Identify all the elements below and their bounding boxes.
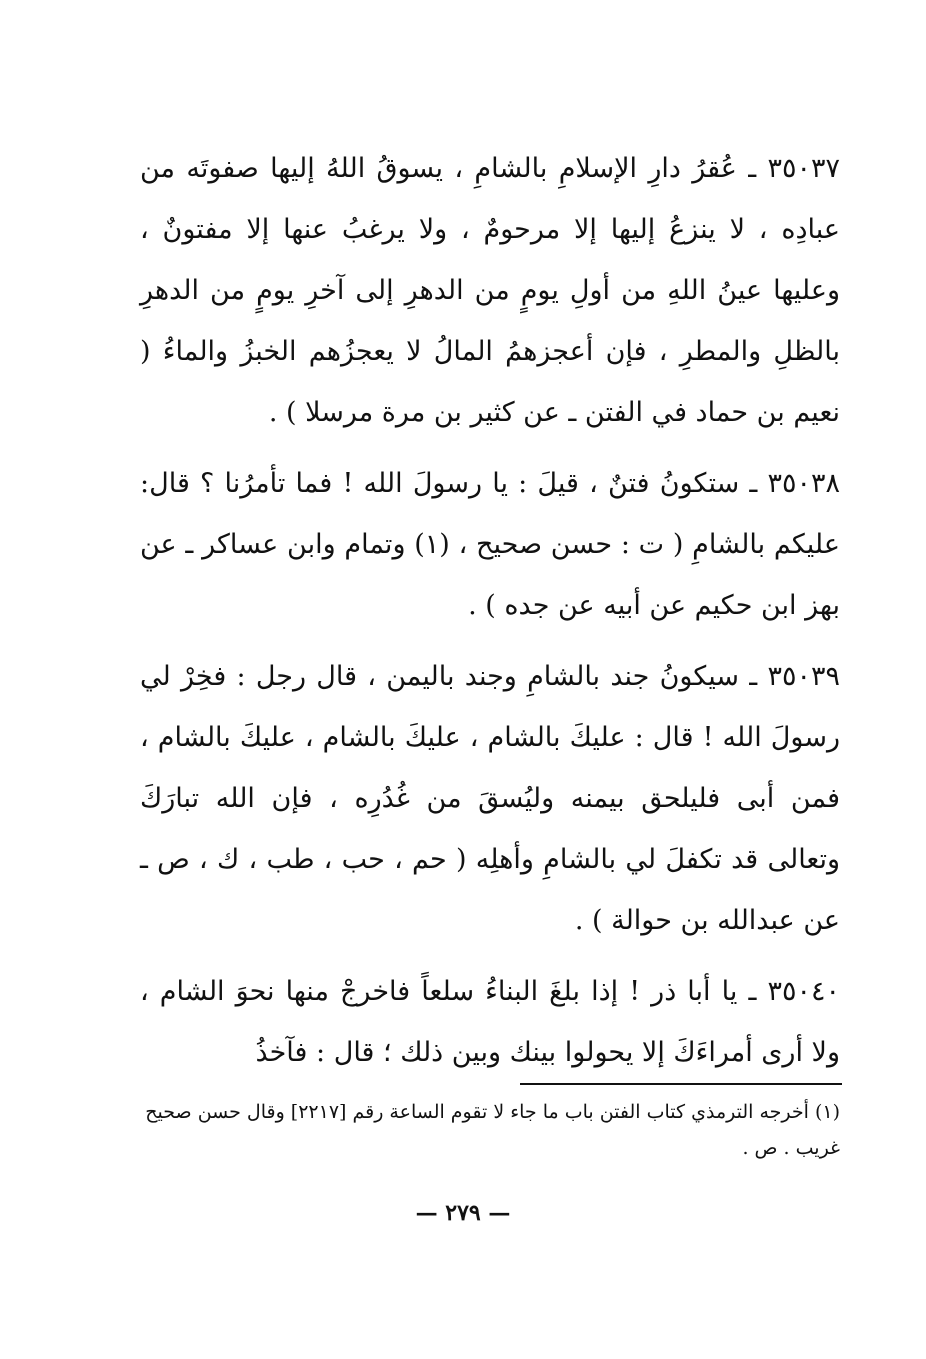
footnote-1: (١) أخرجه الترمذي كتاب الفتن باب ما جاء لا تقوم الساعة رقم [٢٢١٧] وقال حسن صحيح غريب . ص . <box>145 1101 840 1159</box>
main-text <box>140 138 840 1093</box>
hadith-35040: ٣٥٠٤٠ ـ يا أبا ذر ! إذا بلغَ البناءُ سلعاً فاخرجْ منها نحوَ الشام ، ولا أرى أمراءَكَ إلا يحولوا بينك وبين ذلك ؛ قال : فآخذُ <box>140 976 840 1068</box>
footnote-divider <box>520 1083 842 1085</box>
page-number: — ٢٧٩ — <box>415 1200 511 1226</box>
hadith-35038: ٣٥٠٣٨ ـ ستكونُ فتنٌ ، قيلَ : يا رسولَ الله ! فما تأمرُنا ؟ قال: عليكم بالشامِ ( ت : حسن صحيح ، (١) وتمام وابن عساكر ـ عن بهز ابن حكيم عن أبيه عن جده ) . <box>140 468 840 621</box>
hadith-35037: ٣٥٠٣٧ ـ عُقرُ دارِ الإسلامِ بالشامِ ، يسوقُ اللهُ إليها صفوتَه من عبادِه ، لا ينزعُ إليها إلا مرحومٌ ، ولا يرغبُ عنها إلا مفتونٌ ، وعليها عينُ اللهِ من أولِ يومٍ من الدهرِ إلى آخرِ يومٍ من الدهرِ بالظلِ والمطرِ ، فإن أعجزهمُ المالُ لا يعجزُهم الخبزُ والماءُ ( نعيم بن حماد في الفتن ـ عن كثير بن مرة مرسلا ) . <box>140 153 840 428</box>
footnotes <box>140 1094 840 1166</box>
hadith-35039: ٣٥٠٣٩ ـ سيكونُ جند بالشامِ وجند باليمن ، قال رجل : فخِرْ لي رسولَ الله ! قال : عليكَ بالشام ، عليكَ بالشام ، عليكَ بالشام ، فمن أبى فليلحق بيمنه وليُسقَ من غُدُرِه ، فإن الله تبارَكَ وتعالى قد تكفلَ لي بالشامِ وأهلِه ( حم ، حب ، طب ، ك ، ص ـ عن عبدالله بن حوالة ) . <box>140 661 840 936</box>
